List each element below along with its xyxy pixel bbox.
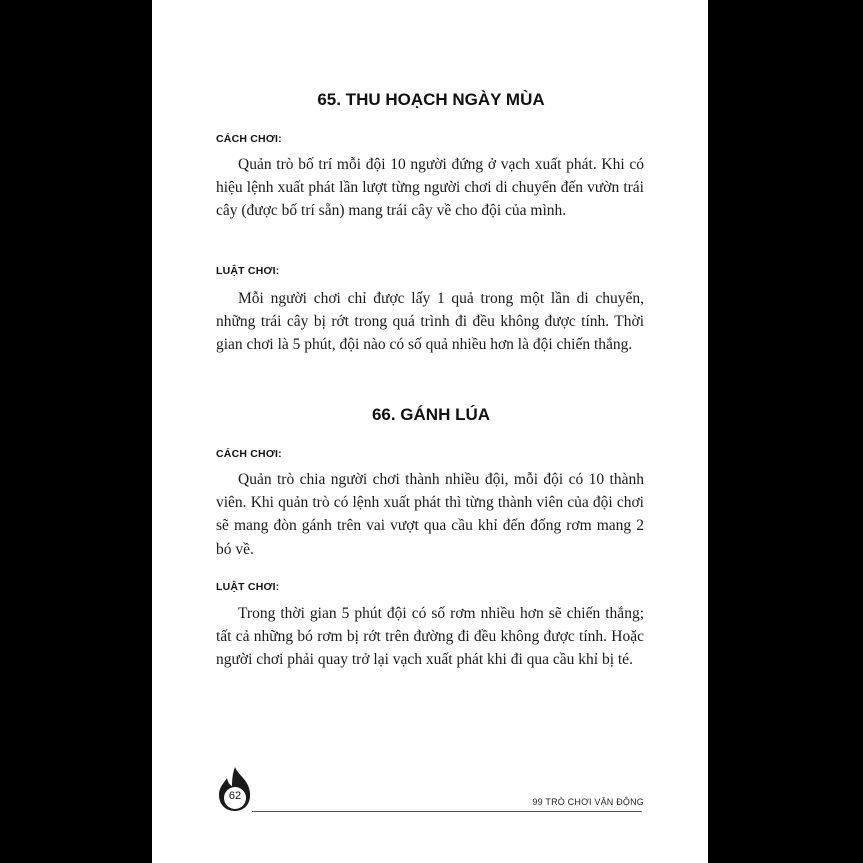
flame-icon <box>216 766 254 812</box>
page-number: 62 <box>228 790 242 802</box>
rules-label: LUẬT CHƠI: <box>216 265 280 277</box>
footer-divider <box>252 811 642 812</box>
how-to-play-text: Quản trò chia người chơi thành nhiều đội, mỗi đội có 10 thành viên. Khi quản trò có lệnh xuất phát thì từng thành viên của đội chơi sẽ mang đòn gánh trên vai vượt qua cầu khỉ đến đống rơm mang 2 bó về. <box>216 471 644 558</box>
rules-text: Trong thời gian 5 phút đội có số rơm nhiều hơn sẽ chiến thắng; tất cả những bó rơm bị rớt trên đường đi đều không được tính. Hoặc người chơi phải quay trở lại vạch xuất phát khi đi qua cầu khỉ bị té. <box>216 605 644 669</box>
section-title-65: 65. THU HOẠCH NGÀY MÙA <box>317 90 545 109</box>
how-to-play-label: CÁCH CHƠI: <box>216 448 282 460</box>
section-title-66: 66. GÁNH LÚA <box>371 405 491 424</box>
book-page <box>152 0 708 863</box>
rules-text: Mỗi người chơi chỉ được lấy 1 quả trong một lần di chuyển, những trái cây bị rớt trong quá trình đi đều không được tính. Thời gian chơi là 5 phút, đội nào có số quả nhiều hơn là đội chiến thắng. <box>216 290 644 354</box>
rules-label: LUẬT CHƠI: <box>216 581 280 593</box>
running-footer-title: 99 TRÒ CHƠI VẬN ĐỘNG <box>532 797 644 807</box>
how-to-play-label: CÁCH CHƠI: <box>216 133 282 145</box>
how-to-play-text: Quản trò bố trí mỗi đội 10 người đứng ở vạch xuất phát. Khi có hiệu lệnh xuất phát lần lượt từng người chơi di chuyển đến vườn trái cây (được bố trí sẵn) mang trái cây về cho đội của mình. <box>216 156 644 220</box>
